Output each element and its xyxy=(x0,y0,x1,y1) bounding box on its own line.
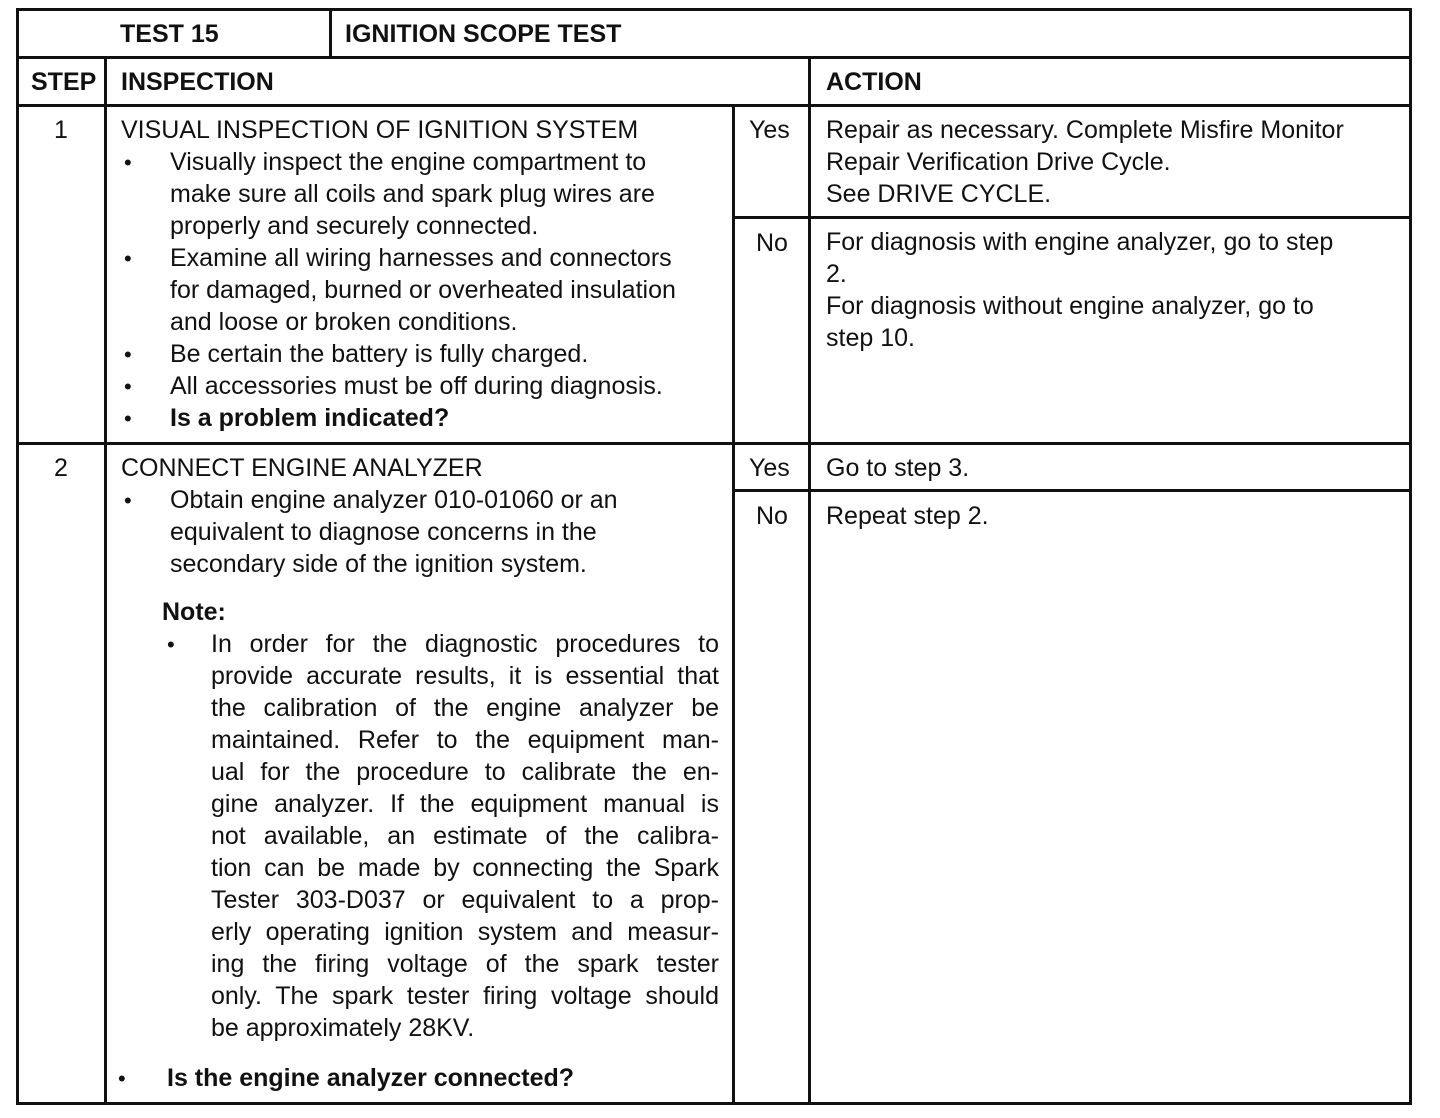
rule-columns-bottom xyxy=(16,104,1412,107)
step1-bullet1-line1: Visually inspect the engine compartment to xyxy=(170,148,647,176)
bullet-icon: • xyxy=(124,374,132,399)
step1-yes-label: Yes xyxy=(749,116,790,144)
test-title: IGNITION SCOPE TEST xyxy=(345,20,622,48)
step1-bullet2-line3: and loose or broken conditions. xyxy=(170,308,518,336)
step2-title: CONNECT ENGINE ANALYZER xyxy=(121,454,483,482)
rule-inspection-action xyxy=(808,56,811,1105)
rule-inspection-yesno xyxy=(732,104,735,1105)
step1-bullet3: Be certain the battery is fully charged. xyxy=(170,340,589,368)
note-line: gine analyzer. If the equipment manual is xyxy=(211,790,719,818)
step1-number: 1 xyxy=(54,116,68,144)
rule-step1-bottom xyxy=(16,442,1412,445)
bullet-icon: • xyxy=(167,632,175,657)
note-line: In order for the diagnostic procedures to xyxy=(211,630,719,658)
step1-bullet1-line3: properly and securely connected. xyxy=(170,212,539,240)
step1-bullet1-line2: make sure all coils and spark plug wires are xyxy=(170,180,655,208)
step2-question: Is the engine analyzer connected? xyxy=(167,1064,575,1092)
rule-header-bottom xyxy=(16,56,1412,59)
note-line: only. The spark tester firing voltage should xyxy=(211,982,719,1010)
rule-step1-yes-no xyxy=(733,216,1412,219)
note-line: be approximately 28KV. xyxy=(211,1014,475,1042)
step1-no-label: No xyxy=(756,229,788,257)
step2-bullet1-line2: equivalent to diagnose concerns in the xyxy=(170,518,597,546)
test-number: TEST 15 xyxy=(120,20,219,48)
column-action: ACTION xyxy=(826,68,922,96)
step2-number: 2 xyxy=(54,454,68,482)
note-line: provide accurate results, it is essential that xyxy=(211,662,719,690)
step1-no-action-line2: 2. xyxy=(826,260,847,288)
note-line: ing the firing voltage of the spark tester xyxy=(211,950,719,978)
bullet-icon: • xyxy=(124,342,132,367)
step1-yes-action-line3: See DRIVE CYCLE. xyxy=(826,180,1052,208)
note-line: the calibration of the engine analyzer be xyxy=(211,694,719,722)
bullet-icon: • xyxy=(124,150,132,175)
step2-no-action: Repeat step 2. xyxy=(826,502,989,530)
note-label: Note: xyxy=(162,598,226,626)
note-line: not available, an estimate of the calibra- xyxy=(211,822,719,850)
note-line: maintained. Refer to the equipment man- xyxy=(211,726,719,754)
bullet-icon: • xyxy=(124,246,132,271)
note-line: ual for the procedure to calibrate the en- xyxy=(211,758,719,786)
bullet-icon: • xyxy=(124,406,132,431)
note-line: erly operating ignition system and measur- xyxy=(211,918,719,946)
step1-question: Is a problem indicated? xyxy=(170,404,450,432)
step1-bullet4: All accessories must be off during diagnosis. xyxy=(170,372,663,400)
rule-step-column xyxy=(104,56,107,1105)
step2-yes-label: Yes xyxy=(749,454,790,482)
column-inspection: INSPECTION xyxy=(121,68,274,96)
step1-bullet2-line2: for damaged, burned or overheated insulation xyxy=(170,276,676,304)
step1-no-action-line3: For diagnosis without engine analyzer, go to xyxy=(826,292,1314,320)
step1-no-action-line1: For diagnosis with engine analyzer, go to step xyxy=(826,228,1334,256)
step2-bullet1-line1: Obtain engine analyzer 010-01060 or an xyxy=(170,486,618,514)
step2-bullet1-line3: secondary side of the ignition system. xyxy=(170,550,587,578)
step2-no-label: No xyxy=(756,502,788,530)
step1-yes-action-line1: Repair as necessary. Complete Misfire Monitor xyxy=(826,116,1344,144)
bullet-icon: • xyxy=(124,488,132,513)
rule-step2-yes-no xyxy=(733,489,1412,492)
bullet-icon: • xyxy=(118,1066,126,1091)
step2-yes-action: Go to step 3. xyxy=(826,454,970,482)
step1-title: VISUAL INSPECTION OF IGNITION SYSTEM xyxy=(121,116,639,144)
column-step: STEP xyxy=(31,68,97,96)
note-line: tion can be made by connecting the Spark xyxy=(211,854,719,882)
step1-yes-action-line2: Repair Verification Drive Cycle. xyxy=(826,148,1171,176)
note-line: Tester 303-D037 or equivalent to a prop- xyxy=(211,886,719,914)
rule-header-split xyxy=(329,8,332,58)
step1-bullet2-line1: Examine all wiring harnesses and connectors xyxy=(170,244,672,272)
step1-no-action-line4: step 10. xyxy=(826,324,915,352)
